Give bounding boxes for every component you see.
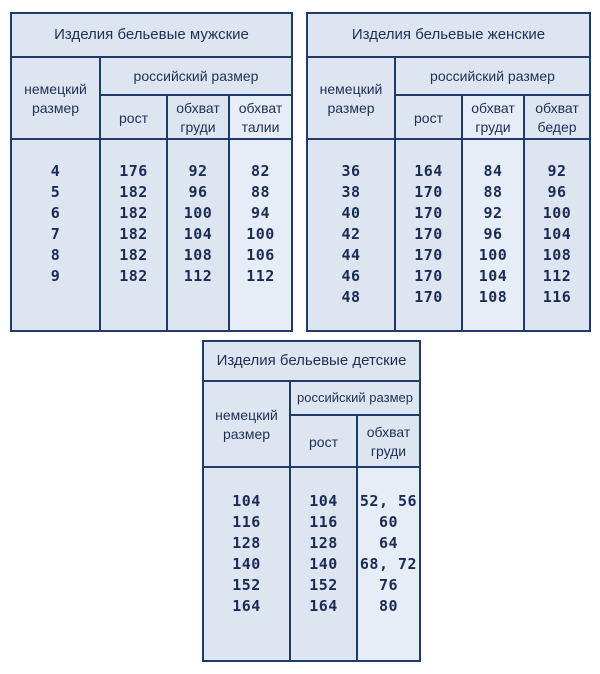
women-hips-column [523,140,589,330]
table-cell: 52, 56 [359,492,418,510]
women-chest-header: обхват груди [461,96,523,140]
table-cell: 82 [250,162,271,180]
men-waist-header: обхват талии [228,96,291,140]
men-size-table [10,12,293,332]
table-cell: 104 [183,225,213,243]
table-cell: 96 [188,183,208,201]
table-cell: 112 [183,267,213,285]
table-cell: 92 [483,204,503,222]
table-cell: 96 [547,183,567,201]
kids-chest-header: обхват груди [356,416,419,468]
women-table-title: Изделия бельевые женские [308,14,589,58]
table-cell: 88 [250,183,271,201]
table-cell: 42 [341,225,361,243]
men-height-column [99,140,166,330]
table-cell: 170 [414,246,443,264]
table-cell: 104 [309,492,338,510]
table-cell: 5 [50,183,61,201]
kids-russian-size-header: российский размер [289,382,419,416]
table-cell: 140 [232,555,261,573]
table-cell: 94 [250,204,271,222]
table-cell: 92 [547,162,567,180]
table-cell: 116 [542,288,572,306]
men-chest-header: обхват груди [166,96,228,140]
table-cell: 112 [246,267,275,285]
table-cell: 112 [542,267,572,285]
table-cell: 170 [414,288,443,306]
table-cell: 44 [341,246,361,264]
men-german-column [12,140,99,330]
table-cell: 108 [183,246,213,264]
table-cell: 170 [414,267,443,285]
table-cell: 170 [414,183,443,201]
kids-german-size-header: немецкий размер [215,407,278,442]
women-hips-header: обхват бедер [523,96,589,140]
table-cell: 4 [50,162,61,180]
table-cell: 108 [542,246,572,264]
table-cell: 96 [483,225,503,243]
table-cell: 116 [309,513,338,531]
table-cell: 170 [414,225,443,243]
table-cell: 68, 72 [359,555,418,573]
table-cell: 108 [478,288,508,306]
table-cell: 182 [119,225,148,243]
kids-german-column [204,468,289,660]
table-cell: 60 [378,513,399,531]
table-cell: 88 [483,183,503,201]
women-chest-column [461,140,523,330]
table-cell: 140 [309,555,338,573]
table-cell: 164 [232,597,261,615]
table-cell: 116 [232,513,261,531]
kids-height-header: рост [289,416,356,468]
table-cell: 100 [183,204,213,222]
table-cell: 104 [478,267,508,285]
women-height-header: рост [394,96,461,140]
table-cell: 48 [341,288,361,306]
table-cell: 100 [542,204,572,222]
women-size-table [306,12,591,332]
table-cell: 46 [341,267,361,285]
men-chest-column [166,140,228,330]
kids-height-column [289,468,356,660]
table-cell: 6 [50,204,61,222]
table-cell: 76 [378,576,399,594]
kids-table-title: Изделия бельевые детские [204,342,419,382]
men-height-header: рост [99,96,166,140]
men-german-size-header: немецкий размер [24,81,87,116]
table-cell: 170 [414,204,443,222]
table-cell: 104 [232,492,261,510]
table-cell: 164 [309,597,338,615]
table-cell: 182 [119,267,148,285]
women-german-size-header: немецкий размер [319,81,383,116]
table-cell: 80 [378,597,399,615]
table-cell: 104 [542,225,572,243]
table-cell: 128 [309,534,338,552]
table-cell: 100 [246,225,275,243]
table-cell: 176 [119,162,148,180]
table-cell: 182 [119,183,148,201]
table-cell: 40 [341,204,361,222]
table-cell: 38 [341,183,361,201]
table-cell: 182 [119,246,148,264]
table-cell: 182 [119,204,148,222]
table-cell: 106 [246,246,275,264]
women-german-column [308,140,394,330]
men-table-title: Изделия бельевые мужские [12,14,291,58]
men-waist-column [228,140,291,330]
table-cell: 36 [341,162,361,180]
kids-size-table [202,340,421,662]
kids-chest-column [356,468,419,660]
table-cell: 64 [378,534,399,552]
table-cell: 152 [232,576,261,594]
table-cell: 164 [414,162,443,180]
women-height-column [394,140,461,330]
table-cell: 9 [50,267,61,285]
men-russian-size-header: российский размер [99,58,291,96]
table-cell: 92 [188,162,208,180]
table-cell: 8 [50,246,61,264]
table-cell: 7 [50,225,61,243]
table-cell: 100 [478,246,508,264]
table-cell: 152 [309,576,338,594]
table-cell: 84 [483,162,503,180]
women-russian-size-header: российский размер [394,58,589,96]
table-cell: 128 [232,534,261,552]
